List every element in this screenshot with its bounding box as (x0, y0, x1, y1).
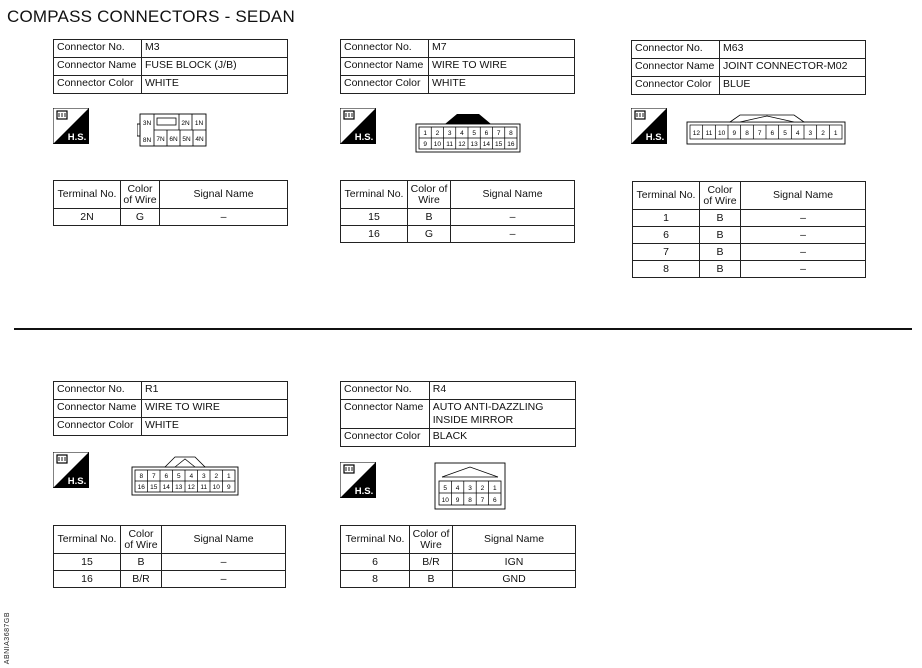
connector-no-value: M63 (720, 41, 866, 59)
pin-label: 2N (181, 120, 190, 127)
connector-no-value: M7 (429, 40, 575, 58)
wire-cell: B (700, 227, 741, 244)
signal-name-header: Signal Name (453, 526, 576, 554)
terminal-cell: 1 (633, 210, 700, 227)
connector-color-value: WHITE (142, 418, 288, 436)
signal-cell: – (741, 210, 866, 227)
pin-label: 8 (745, 130, 749, 137)
pin-label: 10 (718, 130, 726, 137)
signal-cell: – (160, 209, 288, 226)
pin-label: 14 (162, 484, 170, 491)
pin-label: 3 (808, 130, 813, 137)
connector-color-label: Connector Color (54, 76, 142, 94)
pin-label: 8 (468, 497, 472, 504)
connector-name-value: WIRE TO WIRE (142, 400, 288, 418)
pin-label: 6N (169, 136, 178, 143)
connector-name-label: Connector Name (54, 400, 142, 418)
connector-no-label: Connector No. (341, 40, 429, 58)
signal-name-header: Signal Name (741, 182, 866, 210)
terminal-no-header: Terminal No. (54, 526, 121, 554)
terminal-cell: 6 (341, 554, 410, 571)
pin-label: 5 (472, 130, 476, 137)
table-row (341, 209, 575, 226)
connector-name-value: AUTO ANTI-DAZZLING INSIDE MIRROR (429, 400, 575, 429)
wire-cell: B (700, 261, 741, 278)
pin-label: 12 (692, 130, 700, 137)
pin-label: 1 (833, 130, 838, 137)
pin-label: 2 (480, 485, 485, 492)
terminal-cell: 7 (633, 244, 700, 261)
connector-color-label: Connector Color (341, 429, 430, 447)
pin-label: 5 (176, 473, 181, 480)
terminal-table-r1 (53, 525, 286, 588)
table-row (633, 227, 866, 244)
pin-label: 2 (214, 473, 219, 480)
wire-cell: B (700, 210, 741, 227)
pin-label: 4 (455, 485, 460, 492)
pin-label: 5 (783, 130, 787, 137)
pin-label: 4 (795, 130, 800, 137)
harness-side-icon (631, 108, 667, 144)
table-row (54, 554, 286, 571)
connector-color-value: BLUE (720, 77, 866, 95)
signal-cell: – (162, 554, 286, 571)
connector-no-label: Connector No. (54, 382, 142, 400)
figure-code: ABNIA3687GB (4, 612, 11, 665)
hs-label: H.S. (354, 486, 374, 497)
hs-label: H.S. (67, 132, 87, 143)
pin-label: 2 (435, 130, 440, 137)
terminal-cell: 8 (341, 571, 410, 588)
wire-cell: G (121, 209, 160, 226)
pin-label: 3 (468, 485, 472, 492)
pin-label: 14 (482, 141, 490, 148)
table-row (633, 244, 866, 261)
harness-side-icon (53, 452, 89, 488)
pin-label: 7 (151, 473, 156, 480)
table-row (341, 571, 576, 588)
pin-label: 16 (137, 484, 145, 491)
signal-cell: – (741, 244, 866, 261)
pin-label: 1 (423, 130, 427, 137)
pin-label: 12 (187, 484, 195, 491)
terminal-table-m63 (632, 181, 866, 278)
pin-label: 16 (507, 141, 515, 148)
signal-cell: – (741, 227, 866, 244)
signal-cell: IGN (453, 554, 576, 571)
signal-cell: – (741, 261, 866, 278)
connector-face-m7 (415, 108, 523, 154)
signal-cell: – (451, 209, 575, 226)
pin-label: 6 (164, 473, 169, 480)
connector-name-label: Connector Name (341, 58, 429, 76)
hs-label: H.S. (354, 132, 374, 143)
terminal-cell: 16 (54, 571, 121, 588)
terminal-table-m3 (53, 180, 288, 226)
connector-no-value: R4 (429, 382, 575, 400)
connector-no-value: M3 (142, 40, 288, 58)
wire-cell: B (121, 554, 162, 571)
pin-label: 9 (226, 484, 231, 491)
wire-color-header: Color of Wire (121, 526, 162, 554)
terminal-no-header: Terminal No. (54, 181, 121, 209)
wire-cell: B (408, 209, 451, 226)
harness-side-icon (340, 108, 376, 144)
terminal-no-header: Terminal No. (633, 182, 700, 210)
table-row (341, 226, 575, 243)
connector-info-m63 (631, 40, 866, 95)
pin-label: 5 (443, 485, 448, 492)
pin-label: 13 (470, 141, 478, 148)
pin-label: 11 (200, 484, 208, 491)
pin-label: 8 (139, 473, 144, 480)
connector-color-value: BLACK (429, 429, 575, 447)
pin-label: 7 (480, 497, 485, 504)
connector-info-m3 (53, 39, 288, 94)
pin-label: 6 (770, 130, 775, 137)
terminal-cell: 8 (633, 261, 700, 278)
connector-name-value: JOINT CONNECTOR-M02 (720, 59, 866, 77)
pin-label: 1 (226, 473, 231, 480)
pin-label: 5N (182, 136, 191, 143)
hs-label: H.S. (67, 476, 87, 487)
terminal-cell: 15 (341, 209, 408, 226)
connector-name-value: WIRE TO WIRE (429, 58, 575, 76)
hs-label: H.S. (645, 132, 665, 143)
connector-no-value: R1 (142, 382, 288, 400)
connector-no-label: Connector No. (341, 382, 430, 400)
pin-label: 4 (189, 473, 194, 480)
connector-name-label: Connector Name (341, 400, 430, 429)
pin-label: 4N (195, 136, 204, 143)
harness-side-icon (53, 108, 89, 144)
pin-label: 6 (492, 497, 497, 504)
connector-info-r1 (53, 381, 288, 436)
pin-label: 10 (433, 141, 441, 148)
wire-cell: B/R (121, 571, 162, 588)
pin-label: 7 (496, 130, 501, 137)
wire-color-header: Color of Wire (121, 181, 160, 209)
wire-cell: B (700, 244, 741, 261)
pin-label: 8 (509, 130, 513, 137)
signal-cell: – (162, 571, 286, 588)
pin-label: 8N (142, 137, 152, 144)
connector-face-m63 (686, 110, 848, 146)
wire-cell: G (408, 226, 451, 243)
signal-name-header: Signal Name (160, 181, 288, 209)
terminal-cell: 6 (633, 227, 700, 244)
section-divider (14, 328, 912, 330)
wire-color-header: Color of Wire (410, 526, 453, 554)
pin-label: 10 (441, 497, 449, 504)
wire-cell: B (410, 571, 453, 588)
pin-label: 11 (446, 141, 453, 148)
connector-face-r1 (131, 451, 241, 497)
connector-color-value: WHITE (142, 76, 288, 94)
pin-label: 7N (156, 136, 165, 143)
pin-label: 9 (455, 497, 460, 504)
terminal-cell: 15 (54, 554, 121, 571)
signal-name-header: Signal Name (451, 181, 575, 209)
pin-label: 12 (458, 141, 466, 148)
connector-color-label: Connector Color (632, 77, 720, 95)
page-title: COMPASS CONNECTORS - SEDAN (7, 7, 295, 26)
terminal-no-header: Terminal No. (341, 526, 410, 554)
signal-cell: GND (453, 571, 576, 588)
table-row (54, 209, 288, 226)
pin-label: 4 (460, 130, 464, 137)
pin-label: 2 (821, 130, 825, 137)
connector-face-r4 (434, 461, 508, 511)
wire-cell: B/R (410, 554, 453, 571)
terminal-no-header: Terminal No. (341, 181, 408, 209)
table-row (633, 261, 866, 278)
pin-label: 10 (212, 484, 220, 491)
pin-label: 3N (142, 120, 152, 127)
pin-label: 9 (732, 130, 737, 137)
wire-color-header: Color of Wire (408, 181, 451, 209)
pin-label: 3 (201, 473, 206, 480)
terminal-table-r4 (340, 525, 576, 588)
pin-label: 9 (423, 141, 427, 148)
connector-info-m7 (340, 39, 575, 94)
connector-no-label: Connector No. (632, 41, 720, 59)
pin-label: 15 (150, 484, 158, 491)
wire-color-header: Color of Wire (700, 182, 741, 210)
connector-no-label: Connector No. (54, 40, 142, 58)
table-row (54, 571, 286, 588)
pin-label: 15 (495, 141, 503, 148)
pin-label: 1N (194, 120, 204, 127)
terminal-table-m7 (340, 180, 575, 243)
terminal-cell: 2N (54, 209, 121, 226)
pin-label: 1 (492, 485, 497, 492)
terminal-cell: 16 (341, 226, 408, 243)
connector-color-value: WHITE (429, 76, 575, 94)
signal-name-header: Signal Name (162, 526, 286, 554)
connector-name-label: Connector Name (54, 58, 142, 76)
connector-color-label: Connector Color (341, 76, 429, 94)
pin-label: 3 (447, 130, 452, 137)
harness-side-icon (340, 462, 376, 498)
pin-label: 6 (484, 130, 489, 137)
pin-label: 11 (705, 130, 713, 137)
pin-label: 13 (175, 484, 183, 491)
connector-face-m3 (137, 110, 209, 150)
pin-label: 7 (757, 130, 762, 137)
connector-color-label: Connector Color (54, 418, 142, 436)
table-row (633, 210, 866, 227)
connector-info-r4 (340, 381, 576, 447)
table-row (341, 554, 576, 571)
connector-name-value: FUSE BLOCK (J/B) (142, 58, 288, 76)
connector-name-label: Connector Name (632, 59, 720, 77)
signal-cell: – (451, 226, 575, 243)
